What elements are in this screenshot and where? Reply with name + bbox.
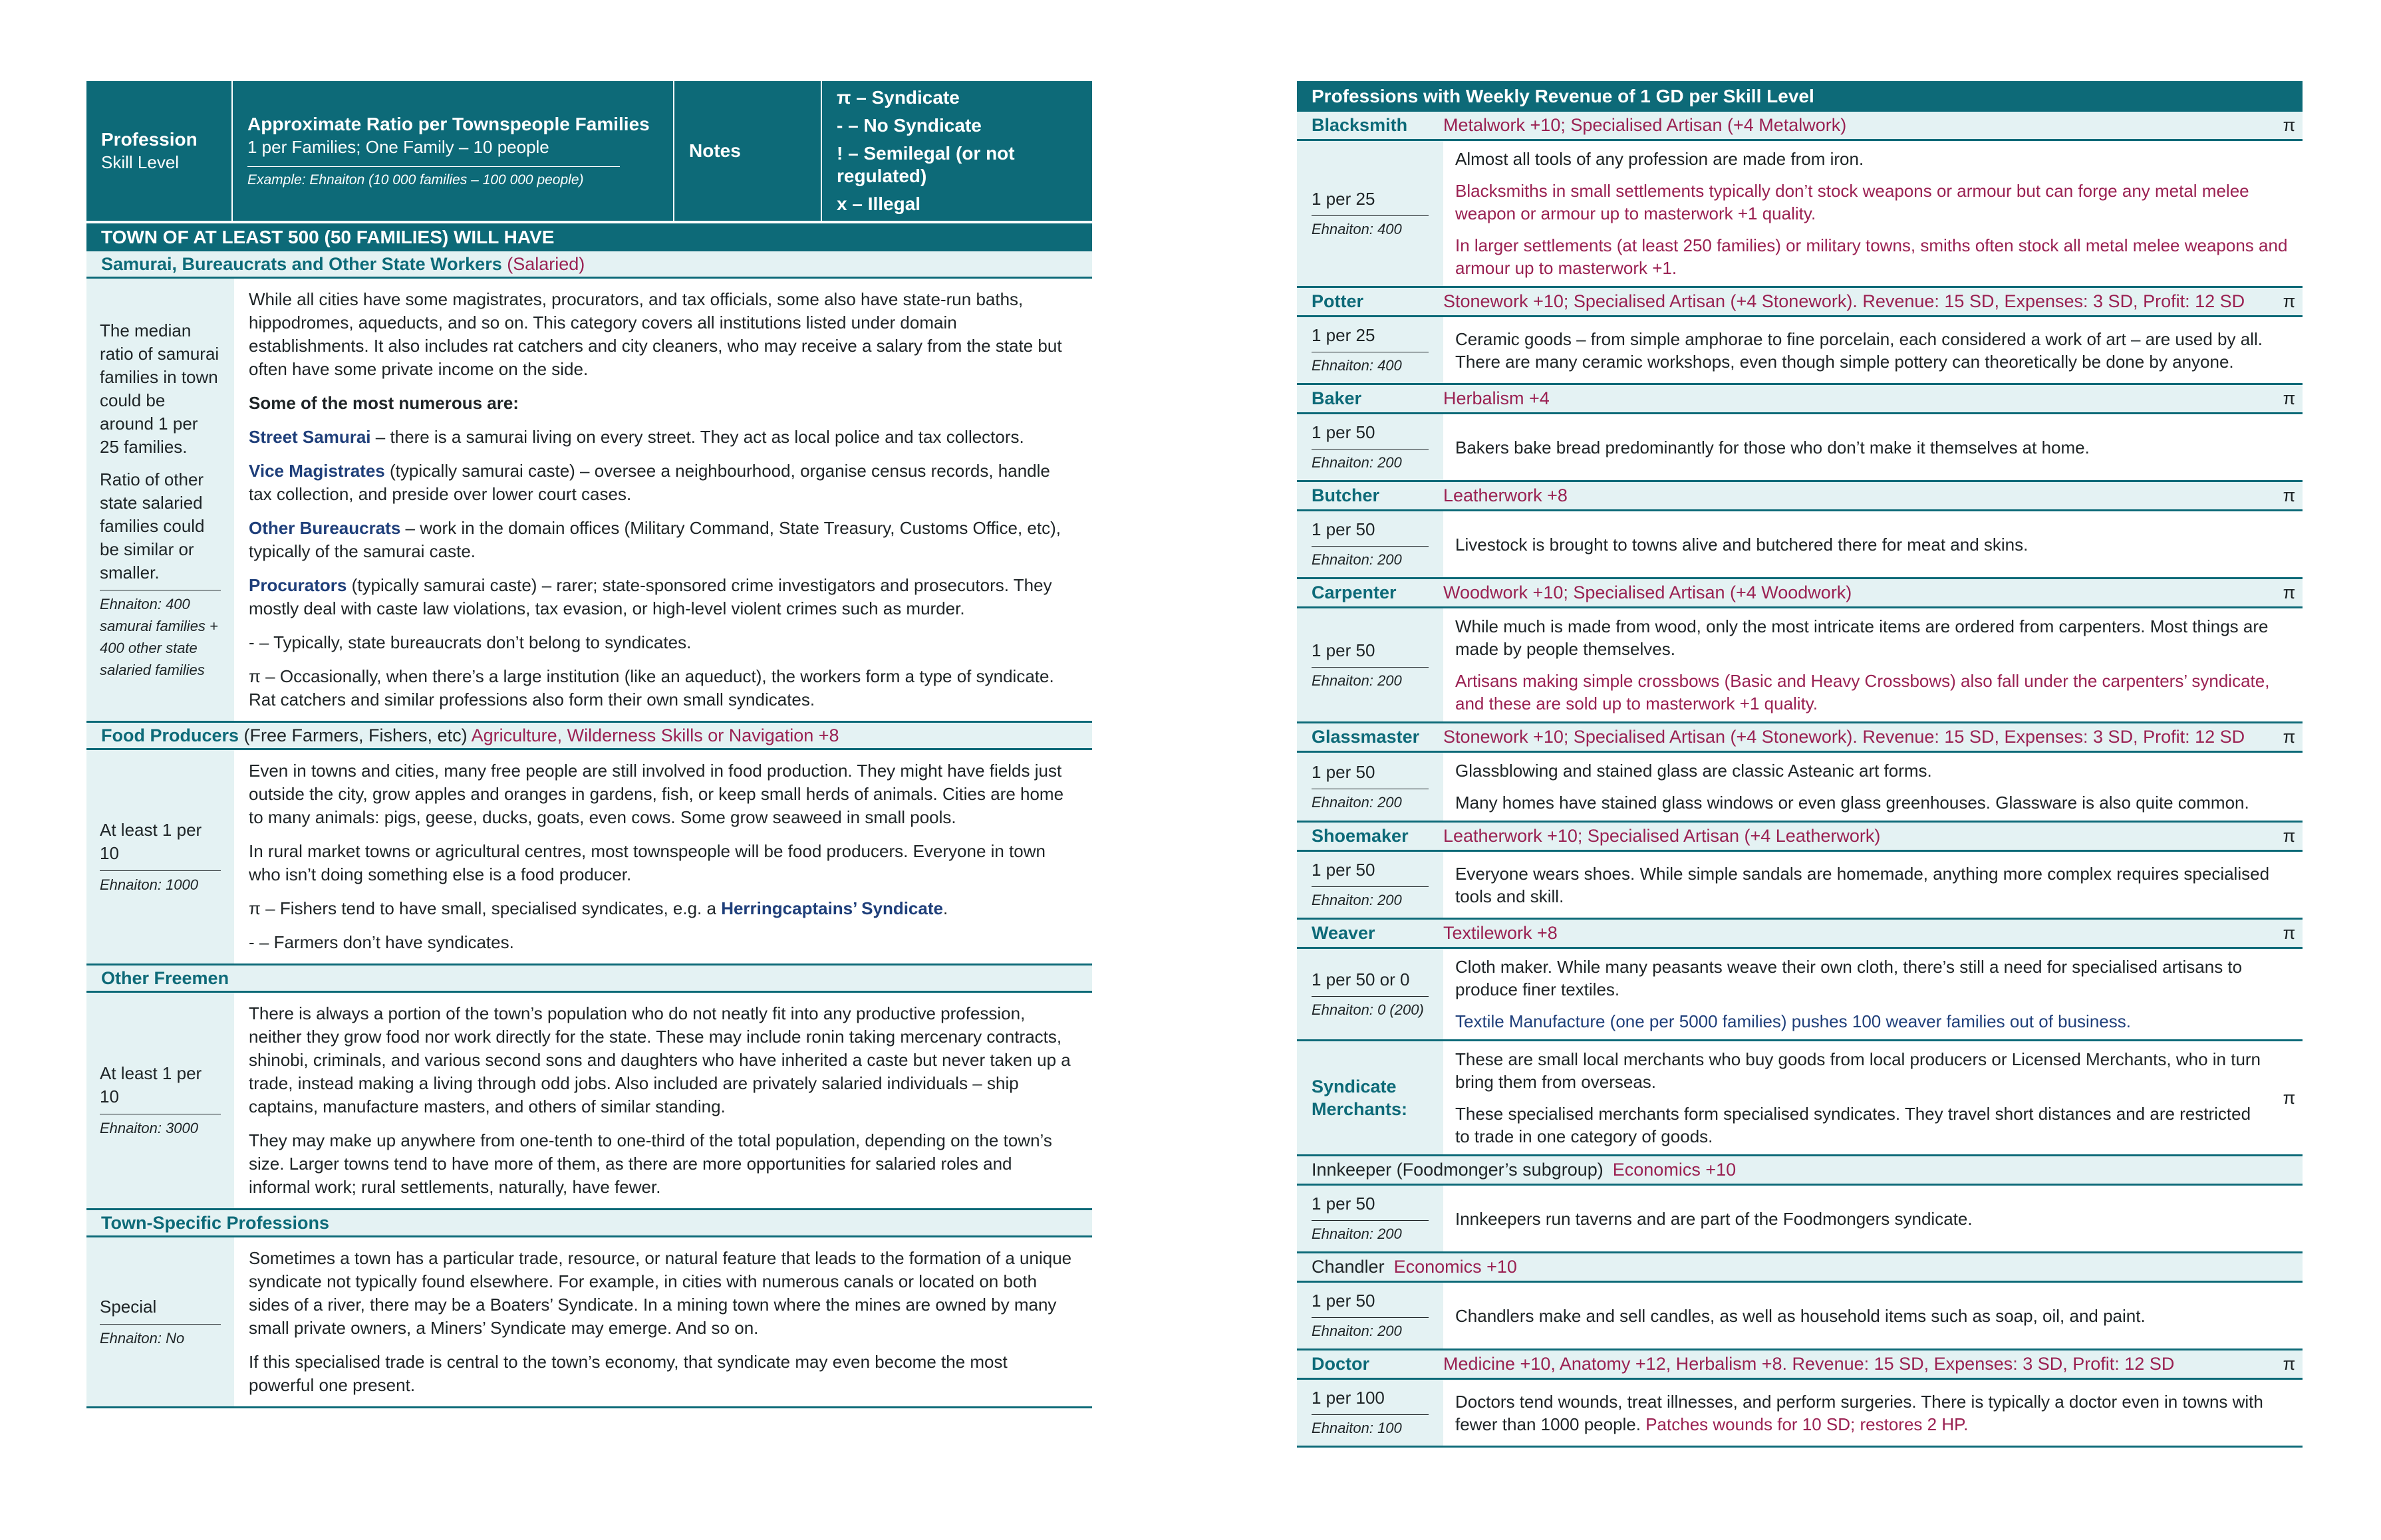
paragraph: While much is made from wood, only the most intricate items are ordered from carpenters. Most things are made by people themselves. xyxy=(1455,616,2269,659)
legend-syndicate: π – Syndicate xyxy=(837,87,960,108)
paragraph: Everyone wears shoes. While simple sandals are homemade, anything more complex requires specialised tools and skill. xyxy=(1455,863,2270,906)
keyword: Herringcaptains’ Syndicate xyxy=(721,898,943,918)
syndicate-symbol: π xyxy=(2283,727,2296,747)
paragraph: Many homes have stained glass windows or even glass greenhouses. Glassware is also quite common. xyxy=(1455,793,2249,813)
profession-name: Butcher xyxy=(1312,485,1380,505)
profession-ratio xyxy=(1297,141,1443,286)
profession-ratio xyxy=(1297,511,1443,577)
paragraph: Innkeepers run taverns and are part of the Foodmongers syndicate. xyxy=(1455,1208,1973,1229)
ratio-text: 1 per 50 xyxy=(1312,860,1375,880)
profession-skill: Economics +10 xyxy=(1612,1160,1737,1180)
profession-header xyxy=(1297,920,2303,949)
header-ratio-title: Approximate Ratio per Townspeople Families xyxy=(247,113,650,134)
paragraph: Sometimes a town has a particular trade, resource, or natural feature that leads to the formation of a unique syndicate not typically found elsewhere. For example, in cities with numerous canals or located on both sides of a river, there may be a Boaters’ Syndicate. In a mining town where the mines are owned by many small private owners, a Miners’ Syndicate may emerge. And so on. xyxy=(249,1248,1072,1338)
header-ratio-cell xyxy=(233,81,674,221)
profession-notes xyxy=(1443,1283,2303,1348)
section-modifier: (Salaried) xyxy=(507,254,585,274)
profession-doctor-body xyxy=(1297,1380,2303,1448)
profession-name: Carpenter xyxy=(1312,582,1397,602)
profession-notes xyxy=(1443,852,2303,918)
sub-profession-list xyxy=(1297,1156,2303,1350)
paragraph: Livestock is brought to towns alive and butchered there for meat and skins. xyxy=(1455,534,2029,555)
paragraph: Artisans making simple crossbows (Basic and Heavy Crossbows) also fall under the carpenters’ syndicate, and these are sold up to masterwork +1 quality. xyxy=(1455,671,2270,713)
sub-profession-header xyxy=(1297,1156,2303,1186)
ehnaiton-note: Ehnaiton: 400 xyxy=(1312,352,1429,376)
section-notes xyxy=(234,1237,1092,1406)
profession-skill: Economics +10 xyxy=(1393,1257,1517,1277)
ratio-text: 1 per 50 xyxy=(1312,1291,1375,1311)
paragraph: π – Fishers tend to have small, specialised syndicates, e.g. a Herringcaptains’ Syndicate. xyxy=(249,898,948,918)
syndicate-symbol: π xyxy=(2283,923,2296,943)
ratio-text: At least 1 per 10 xyxy=(100,1063,202,1106)
profession-skill: Medicine +10, Anatomy +12, Herbalism +8. Revenue: 15 SD, Expenses: 3 SD, Profit: 12 SD xyxy=(1443,1354,2175,1374)
profession-body xyxy=(1297,141,2303,288)
paragraph: Cloth maker. While many peasants weave their own cloth, there’s still a need for specialised artisans to produce finer textiles. xyxy=(1455,957,2243,999)
paragraph: Almost all tools of any profession are made from iron. xyxy=(1455,149,1864,169)
paragraph: While all cities have some magistrates, procurators, and tax officials, some also have state-run baths, hippodromes, aqueducts, and so on. This category covers all institutions listed under domain establishments. It also includes rat catchers and city cleaners, who may receive a salary from the state but often have some private income on the side. xyxy=(249,289,1062,379)
paragraph: In larger settlements (at least 250 families) or military towns, smiths often stock all metal melee weapons and armour up to masterwork +1. xyxy=(1455,235,2288,278)
profession-skill: Stonework +10; Specialised Artisan (+4 Stonework). Revenue: 15 SD, Expenses: 3 SD, Profit: 12 SD xyxy=(1443,727,2245,747)
profession-skill: Leatherwork +10; Specialised Artisan (+4 Leatherwork) xyxy=(1443,826,1881,846)
section-samurai-header xyxy=(86,251,1092,279)
ehnaiton-note: Ehnaiton: 100 xyxy=(1312,1414,1429,1439)
paragraph: Some of the most numerous are: xyxy=(249,393,519,413)
ratio-text: 1 per 50 xyxy=(1312,640,1375,660)
section-food-body xyxy=(86,750,1092,965)
header-notes: Notes xyxy=(689,140,741,161)
ratio-text: At least 1 per 10 xyxy=(100,819,202,863)
syndicate-symbol: π xyxy=(2283,1087,2296,1108)
profession-name: Glassmaster xyxy=(1312,727,1420,747)
section-ratio xyxy=(86,1237,234,1406)
profession-skill: Leatherwork +8 xyxy=(1443,485,1568,505)
profession-name: Potter xyxy=(1312,291,1364,311)
legend-illegal: x – Illegal xyxy=(837,193,921,214)
paragraph: They may make up anywhere from one-tenth to one-third of the total population, depending on the town’s size. Larger towns tend to have more of them, as there are more opportunities for salaried roles and informal work; rural settlements, naturally, have fewer. xyxy=(249,1130,1052,1197)
paragraph: These specialised merchants form specialised syndicates. They travel short distances and are restricted to trade in one category of goods. xyxy=(1455,1104,2251,1146)
section-title: Other Freemen xyxy=(101,968,229,988)
sub-profession-body xyxy=(1297,1186,2303,1253)
profession-name: Shoemaker xyxy=(1312,826,1409,846)
section-title: Food Producers xyxy=(101,725,239,745)
profession-ratio xyxy=(1297,1186,1443,1251)
section-samurai-body xyxy=(86,279,1092,723)
section-subtitle: (Free Farmers, Fishers, etc) xyxy=(239,725,472,745)
profession-name: Innkeeper (Foodmonger’s subgroup) xyxy=(1312,1160,1604,1180)
profession-skill: Metalwork +10; Specialised Artisan (+4 Metalwork) xyxy=(1443,115,1847,135)
town-band: TOWN OF AT LEAST 500 (50 FAMILIES) WILL HAVE xyxy=(86,223,1092,251)
left-page xyxy=(86,81,1092,1408)
profession-notes xyxy=(1443,1380,2303,1446)
section-title: Samurai, Bureaucrats and Other State Workers xyxy=(101,254,502,274)
profession-name: Baker xyxy=(1312,388,1362,408)
ehnaiton-note: Ehnaiton: 1000 xyxy=(100,870,221,896)
profession-header xyxy=(1297,385,2303,414)
ehnaiton-note: Ehnaiton: 200 xyxy=(1312,667,1429,692)
ehnaiton-note: Ehnaiton: 200 xyxy=(1312,1317,1429,1342)
ehnaiton-note: Ehnaiton: 400 xyxy=(1312,215,1429,240)
paragraph: Street Samurai – there is a samurai living on every street. They act as local police and tax collectors. xyxy=(249,427,1024,447)
syndicate-symbol: π xyxy=(2283,115,2296,135)
profession-doctor-header xyxy=(1297,1350,2303,1380)
section-ratio xyxy=(86,993,234,1208)
profession-body xyxy=(1297,852,2303,920)
sub-profession-body xyxy=(1297,1283,2303,1350)
ratio-text: 1 per 50 xyxy=(1312,761,1375,782)
syndicate-merchants-name: Syndicate Merchants: xyxy=(1297,1041,1443,1154)
paragraph: Other Bureaucrats – work in the domain offices (Military Command, State Treasury, Customs Office, etc), typically of the samurai caste. xyxy=(249,518,1061,561)
syndicate-symbol: π xyxy=(2283,826,2296,846)
section-food-header xyxy=(86,723,1092,750)
profession-body xyxy=(1297,949,2303,1041)
paragraph: - – Farmers don’t have syndicates. xyxy=(249,932,514,952)
syndicate-symbol: π xyxy=(2283,388,2296,408)
profession-notes xyxy=(1443,414,2303,480)
section-ratio xyxy=(86,750,234,963)
section-title: Town-Specific Professions xyxy=(101,1213,330,1233)
profession-header xyxy=(1297,288,2303,317)
profession-list xyxy=(1297,112,2303,1041)
profession-notes xyxy=(1443,141,2303,286)
paragraph: Textile Manufacture (one per 5000 families) pushes 100 weaver families out of business. xyxy=(1455,1011,2131,1031)
ehnaiton-note: Ehnaiton: 400 samurai families + 400 other state salaried families xyxy=(100,590,221,681)
paragraph: Ceramic goods – from simple amphorae to fine porcelain, each considered a work of art – are used by all. There are many ceramic workshops, even though simple pottery can theoretically be done by anyone. xyxy=(1455,328,2263,372)
header-skill-level: Skill Level xyxy=(101,152,180,172)
ehnaiton-note: Ehnaiton: No xyxy=(100,1324,221,1349)
ehnaiton-note: Ehnaiton: 0 (200) xyxy=(1312,996,1429,1021)
profession-notes xyxy=(1443,608,2303,721)
ehnaiton-note: Ehnaiton: 200 xyxy=(1312,449,1429,473)
profession-skill: Woodwork +10; Specialised Artisan (+4 Woodwork) xyxy=(1443,582,1852,602)
sub-profession-header xyxy=(1297,1253,2303,1283)
profession-ratio xyxy=(1297,317,1443,383)
profession-header xyxy=(1297,579,2303,608)
ratio-text: 1 per 25 xyxy=(1312,325,1375,345)
profession-ratio xyxy=(1297,1380,1443,1446)
header-profession-cell xyxy=(86,81,233,221)
profession-body xyxy=(1297,753,2303,823)
header-profession: Profession xyxy=(101,129,198,150)
table-header xyxy=(86,81,1092,221)
header-ratio-sub: 1 per Families; One Family – 10 people xyxy=(247,136,549,157)
profession-ratio xyxy=(1297,1283,1443,1348)
section-notes xyxy=(234,993,1092,1208)
legend-semilegal: ! – Semilegal (or not regulated) xyxy=(837,143,1015,186)
profession-name: Doctor xyxy=(1312,1354,1369,1374)
section-freemen-header xyxy=(86,965,1092,993)
syndicate-symbol: π xyxy=(2283,582,2296,602)
header-notes-cell xyxy=(674,81,822,221)
section-notes xyxy=(234,279,1092,721)
ratio-text: Special xyxy=(100,1296,157,1317)
paragraph: Even in towns and cities, many free people are still involved in food production. They might have fields just outside the city, grow apples and oranges in gardens, fish, or keep small herds of animals. Cities are home to many animals: pigs, geese, ducks, goats, even cows. Some grow seaweed in small pools. xyxy=(249,761,1064,827)
paragraph: π – Occasionally, when there’s a large institution (like an aqueduct), the workers form a type of syndicate. Rat catchers and similar professions also form their own small syndicates. xyxy=(249,666,1054,709)
profession-notes xyxy=(1443,1186,2303,1251)
ehnaiton-note: Ehnaiton: 200 xyxy=(1312,546,1429,571)
keyword: Other Bureaucrats xyxy=(249,518,401,538)
paragraph: If this specialised trade is central to the town’s economy, that syndicate may even become the most powerful one present. xyxy=(249,1352,1008,1395)
paragraph: Bakers bake bread predominantly for those who don’t make it themselves at home. xyxy=(1455,437,2090,457)
syndicate-symbol: π xyxy=(2283,1354,2296,1374)
profession-name: Weaver xyxy=(1312,923,1375,943)
profession-header xyxy=(1297,112,2303,141)
ehnaiton-note: Ehnaiton: 3000 xyxy=(100,1114,221,1139)
profession-skill: Stonework +10; Specialised Artisan (+4 Stonework). Revenue: 15 SD, Expenses: 3 SD, Profit: 12 SD xyxy=(1443,291,2245,311)
profession-body xyxy=(1297,511,2303,579)
paragraph: Doctors tend wounds, treat illnesses, and perform surgeries. There is typically a doctor even in towns with fewer than 1000 people. Patches wounds for 10 SD; restores 2 HP. xyxy=(1455,1391,2263,1434)
profession-header xyxy=(1297,723,2303,753)
ratio-text: 1 per 100 xyxy=(1312,1388,1385,1408)
ratio-text: 1 per 50 xyxy=(1312,1194,1375,1214)
paragraph: These are small local merchants who buy goods from local producers or Licensed Merchants, who in turn bring them from overseas. xyxy=(1455,1049,2261,1092)
paragraph: In rural market towns or agricultural centres, most townspeople will be food producers. Everyone in town who isn’t doing something else is a food producer. xyxy=(249,841,1046,884)
section-freemen-body xyxy=(86,993,1092,1210)
paragraph: Procurators (typically samurai caste) – rarer; state-sponsored crime investigators and prosecutors. They mostly deal with caste law violations, tax evasion, or high-level violent crimes such as murder. xyxy=(249,575,1052,618)
profession-notes xyxy=(1443,317,2303,383)
right-page xyxy=(1297,81,2303,1448)
profession-skill: Herbalism +4 xyxy=(1443,388,1550,408)
profession-notes xyxy=(1443,949,2303,1039)
ehnaiton-note: Ehnaiton: 200 xyxy=(1312,886,1429,911)
paragraph: There is always a portion of the town’s population who do not neatly fit into any productive profession, neither they grow food nor work directly for the state. These may include ronin taking mercenary contracts, shinobi, criminals, and various second sons and daughters who have inherited a caste but never taken up a trade, instead making a living through odd jobs. Also included are privately salaried individuals – ship captains, manufacture masters, and others of similar standing. xyxy=(249,1003,1071,1116)
profession-notes xyxy=(1443,511,2303,577)
ratio-text: The median ratio of samurai families in town could be around 1 per 25 families. xyxy=(100,320,219,457)
profession-ratio xyxy=(1297,608,1443,721)
profession-name: Blacksmith xyxy=(1312,115,1408,135)
section-ratio xyxy=(86,279,234,721)
profession-notes xyxy=(1443,753,2303,821)
keyword: Vice Magistrates xyxy=(249,461,385,481)
profession-body xyxy=(1297,608,2303,723)
keyword: Procurators xyxy=(249,575,347,595)
profession-header xyxy=(1297,823,2303,852)
profession-body xyxy=(1297,414,2303,482)
profession-name: Chandler xyxy=(1312,1257,1385,1277)
profession-ratio xyxy=(1297,852,1443,918)
ratio-text: 1 per 25 xyxy=(1312,188,1375,209)
paragraph: - – Typically, state bureaucrats don’t belong to syndicates. xyxy=(249,632,692,652)
profession-header xyxy=(1297,482,2303,511)
profession-ratio xyxy=(1297,949,1443,1039)
profession-ratio xyxy=(1297,414,1443,480)
ratio-text: 1 per 50 xyxy=(1312,519,1375,539)
paragraph: Glassblowing and stained glass are classic Asteanic art forms. xyxy=(1455,761,1932,781)
paragraph: Vice Magistrates (typically samurai caste) – oversee a neighbourhood, organise census records, handle tax collection, and preside over lower court cases. xyxy=(249,461,1050,504)
section-notes xyxy=(234,750,1092,963)
profession-skill: Textilework +8 xyxy=(1443,923,1558,943)
header-legend-cell xyxy=(822,81,1092,221)
syndicate-symbol: π xyxy=(2283,485,2296,505)
section-modifier: Agriculture, Wilderness Skills or Navigation +8 xyxy=(471,725,839,745)
paragraph: Blacksmiths in small settlements typically don’t stock weapons or armour but can forge any metal melee weapon or armour up to masterwork +1 quality. xyxy=(1455,181,2249,223)
keyword: Street Samurai xyxy=(249,427,371,447)
ratio-text: 1 per 50 or 0 xyxy=(1312,969,1410,989)
section-town-header xyxy=(86,1210,1092,1237)
ehnaiton-note: Ehnaiton: 200 xyxy=(1312,1220,1429,1245)
syndicate-merchants-row xyxy=(1297,1041,2303,1156)
revenue-header: Professions with Weekly Revenue of 1 GD per Skill Level xyxy=(1297,81,2303,112)
section-town-body xyxy=(86,1237,1092,1408)
legend-no-syndicate: - – No Syndicate xyxy=(837,115,982,136)
ratio-text: Ratio of other state salaried families could be similar or smaller. xyxy=(100,469,205,582)
ehnaiton-note: Ehnaiton: 200 xyxy=(1312,789,1429,813)
header-ratio-example: Example: Ehnaiton (10 000 families – 100 000 people) xyxy=(247,172,584,188)
syndicate-symbol: π xyxy=(2283,291,2296,311)
paragraph: Chandlers make and sell candles, as well as household items such as soap, oil, and paint. xyxy=(1455,1305,2146,1326)
ratio-text: 1 per 50 xyxy=(1312,422,1375,442)
profession-ratio xyxy=(1297,753,1443,821)
profession-body xyxy=(1297,317,2303,385)
syndicate-merchants-notes xyxy=(1443,1041,2276,1154)
